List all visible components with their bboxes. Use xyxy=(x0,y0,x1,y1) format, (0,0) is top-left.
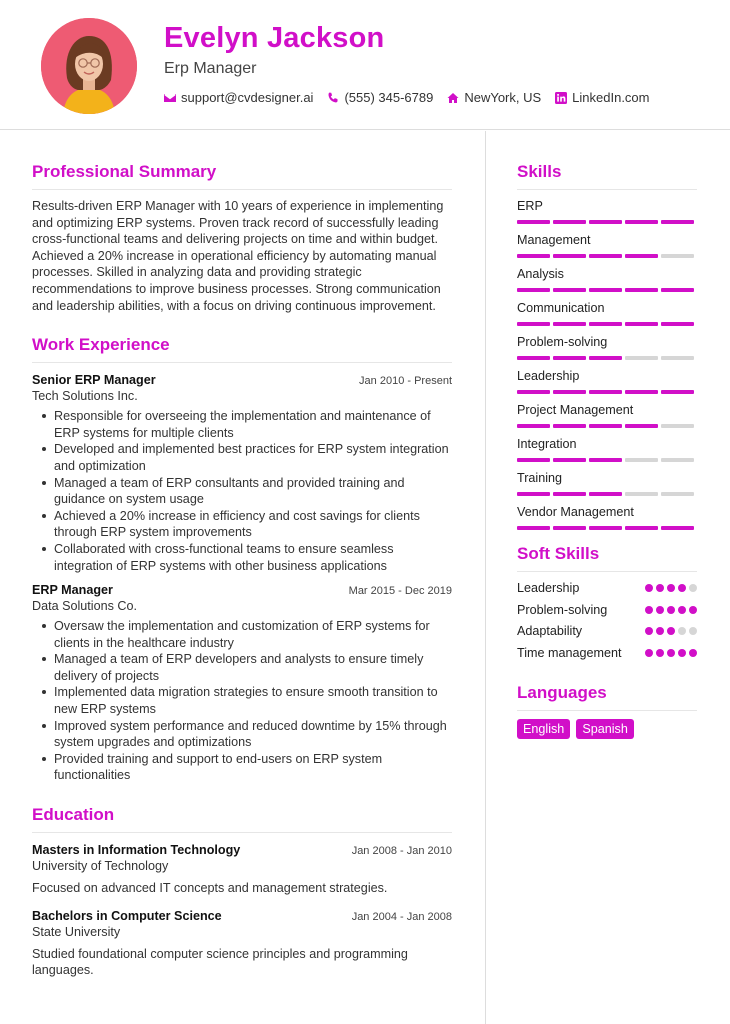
rating-dot xyxy=(678,606,686,614)
soft-skill-rating xyxy=(645,606,697,614)
skill-name: Communication xyxy=(517,301,605,315)
summary-section xyxy=(32,162,452,314)
rating-dot xyxy=(645,584,653,592)
skill-level-bar xyxy=(517,254,697,258)
rating-dot xyxy=(678,584,686,592)
degree-title: Bachelors in Computer Science xyxy=(32,908,222,923)
linkedin-icon xyxy=(555,92,567,104)
skill-name: Analysis xyxy=(517,267,564,281)
profile-photo xyxy=(41,18,137,114)
list-item: Implemented data migration strategies to ensure smooth transition to new ERP systems xyxy=(40,684,452,717)
skill-name: Integration xyxy=(517,437,577,451)
candidate-role: Erp Manager xyxy=(164,60,257,77)
skill-level-bar xyxy=(517,492,697,496)
contact-location-text: NewYork, US xyxy=(464,90,542,105)
skill-item xyxy=(517,436,697,462)
education-title: Education xyxy=(32,805,452,833)
language-list xyxy=(517,719,697,739)
skill-level-segment xyxy=(625,492,658,496)
skill-level-segment xyxy=(589,356,622,360)
skill-level-segment xyxy=(553,526,586,530)
soft-skill-name: Leadership xyxy=(517,581,580,595)
skill-level-segment xyxy=(589,254,622,258)
column-divider xyxy=(485,131,486,1024)
skill-level-segment xyxy=(517,390,550,394)
job-title: ERP Manager xyxy=(32,583,113,598)
skill-level-segment xyxy=(553,288,586,292)
list-item: Managed a team of ERP consultants and provided training and guidance on system usage xyxy=(40,475,452,508)
contact-linkedin-text: LinkedIn.com xyxy=(572,90,650,105)
skill-level-segment xyxy=(589,220,622,224)
skill-level-segment xyxy=(661,492,694,496)
skill-item xyxy=(517,402,697,428)
skill-level-segment xyxy=(625,424,658,428)
education-date: Jan 2004 - Jan 2008 xyxy=(351,910,452,923)
language-badge: Spanish xyxy=(576,719,634,739)
contact-email[interactable] xyxy=(164,90,313,105)
skill-level-segment xyxy=(553,424,586,428)
soft-skill-item xyxy=(517,580,697,597)
skill-name: Training xyxy=(517,471,563,485)
home-icon xyxy=(447,92,459,104)
job-company: Data Solutions Co. xyxy=(32,599,138,614)
skill-level-segment xyxy=(517,356,550,360)
skill-level-segment xyxy=(517,322,550,326)
skill-item xyxy=(517,368,697,394)
skill-level-segment xyxy=(625,322,658,326)
list-item: Improved system performance and reduced downtime by 15% through system upgrades and optimizations xyxy=(40,718,452,751)
rating-dot xyxy=(689,606,697,614)
skill-level-bar xyxy=(517,458,697,462)
skill-level-segment xyxy=(517,424,550,428)
skill-level-segment xyxy=(553,492,586,496)
resume-header xyxy=(0,0,730,130)
contact-email-text: support@cvdesigner.ai xyxy=(181,90,314,105)
skill-item xyxy=(517,266,697,292)
skill-level-segment xyxy=(661,526,694,530)
education-description: Studied foundational computer science principles and programming languages. xyxy=(32,946,408,978)
rating-dot xyxy=(667,649,675,657)
job-entry xyxy=(32,583,452,784)
skill-level-segment xyxy=(589,526,622,530)
skill-level-segment xyxy=(661,356,694,360)
list-item: Collaborated with cross-functional teams to ensure seamless integration of ERP systems with other business applications xyxy=(40,541,452,574)
list-item: Responsible for overseeing the implementation and maintenance of ERP systems for multiple clients xyxy=(40,408,452,441)
job-date: Jan 2010 - Present xyxy=(359,375,452,388)
skill-level-segment xyxy=(661,220,694,224)
rating-dot xyxy=(656,584,664,592)
skill-name: Vendor Management xyxy=(517,505,634,519)
skill-level-segment xyxy=(517,220,550,224)
skill-item xyxy=(517,334,697,360)
skills-section xyxy=(517,162,697,530)
skill-level-segment xyxy=(661,390,694,394)
job-title: Senior ERP Manager xyxy=(32,373,156,388)
soft-skill-item xyxy=(517,602,697,619)
skill-item xyxy=(517,504,697,530)
skill-level-segment xyxy=(589,322,622,326)
job-bullets xyxy=(32,408,452,574)
experience-title: Work Experience xyxy=(32,335,452,363)
skill-level-segment xyxy=(589,390,622,394)
experience-section xyxy=(32,335,452,784)
job-company: Tech Solutions Inc. xyxy=(32,389,138,404)
soft-skill-rating xyxy=(645,584,697,592)
education-description: Focused on advanced IT concepts and management strategies. xyxy=(32,881,388,896)
rating-dot xyxy=(645,627,653,635)
skill-level-segment xyxy=(517,254,550,258)
education-entry xyxy=(32,909,452,979)
skill-level-segment xyxy=(661,322,694,326)
skill-item xyxy=(517,232,697,258)
envelope-icon xyxy=(164,92,176,104)
skill-name: Project Management xyxy=(517,403,634,417)
list-item: Managed a team of ERP developers and analysts to ensure timely delivery of projects xyxy=(40,651,452,684)
soft-skills-title: Soft Skills xyxy=(517,544,697,572)
soft-skill-name: Adaptability xyxy=(517,624,583,639)
skill-level-segment xyxy=(661,458,694,462)
summary-text: Results-driven ERP Manager with 10 years of experience in implementing and optimizing ERP systems. Proven track record of successfully leading cross-functional teams and delivering projects on time and within budget. Achieved a 20% increase in operational efficiency by automating manual processes. Skilled in analyzing data and providing strategic recommendations to improve business processes. Strong communication and leadership abilities, with a focus on driving continuous improvement. xyxy=(32,199,444,313)
skill-name: Leadership xyxy=(517,369,580,383)
list-item: Achieved a 20% increase in efficiency and cost savings for clients through ERP system improvements xyxy=(40,508,452,541)
skill-level-segment xyxy=(517,288,550,292)
soft-skill-name: Problem-solving xyxy=(517,602,608,617)
degree-title: Masters in Information Technology xyxy=(32,843,241,858)
skill-level-segment xyxy=(553,390,586,394)
soft-skill-rating xyxy=(645,649,697,657)
contact-linkedin[interactable] xyxy=(555,90,649,105)
candidate-name: Evelyn Jackson xyxy=(164,22,385,54)
skill-level-segment xyxy=(625,356,658,360)
skill-level-segment xyxy=(625,390,658,394)
job-bullets xyxy=(32,618,452,784)
list-item: Developed and implemented best practices for ERP system integration and optimization xyxy=(40,441,452,474)
education-date: Jan 2008 - Jan 2010 xyxy=(351,845,452,858)
skill-level-bar xyxy=(517,526,697,530)
rating-dot xyxy=(645,649,653,657)
list-item: Provided training and support to end-users on ERP system functionalities xyxy=(40,751,452,784)
list-item: Oversaw the implementation and customization of ERP systems for clients in the healthcare industry xyxy=(40,618,452,651)
skill-level-segment xyxy=(625,288,658,292)
school-name: University of Technology xyxy=(32,859,169,874)
rating-dot xyxy=(667,627,675,635)
skill-level-bar xyxy=(517,390,697,394)
skill-level-segment xyxy=(625,254,658,258)
skill-level-segment xyxy=(661,254,694,258)
main-column xyxy=(32,162,452,979)
rating-dot xyxy=(689,649,697,657)
skill-level-bar xyxy=(517,424,697,428)
contact-list xyxy=(164,90,664,105)
summary-title: Professional Summary xyxy=(32,162,452,190)
skill-level-segment xyxy=(661,288,694,292)
skill-level-segment xyxy=(589,424,622,428)
skills-title: Skills xyxy=(517,162,697,190)
rating-dot xyxy=(645,606,653,614)
side-column xyxy=(517,162,697,739)
soft-skills-list xyxy=(517,580,697,661)
skill-name: ERP xyxy=(517,199,543,213)
skill-level-bar xyxy=(517,322,697,326)
skill-name: Management xyxy=(517,233,591,247)
skill-level-segment xyxy=(553,458,586,462)
skill-level-bar xyxy=(517,356,697,360)
language-badge: English xyxy=(517,719,570,739)
job-entry xyxy=(32,373,452,574)
skill-level-segment xyxy=(553,356,586,360)
contact-phone[interactable] xyxy=(327,90,433,105)
skills-list xyxy=(517,198,697,530)
contact-phone-text: (555) 345-6789 xyxy=(344,90,434,105)
skill-level-segment xyxy=(517,458,550,462)
rating-dot xyxy=(667,606,675,614)
rating-dot xyxy=(689,584,697,592)
education-entry xyxy=(32,843,452,897)
skill-level-bar xyxy=(517,288,697,292)
skill-level-segment xyxy=(661,424,694,428)
rating-dot xyxy=(678,627,686,635)
skill-level-segment xyxy=(589,492,622,496)
skill-item xyxy=(517,300,697,326)
rating-dot xyxy=(656,606,664,614)
rating-dot xyxy=(667,584,675,592)
phone-icon xyxy=(327,92,339,104)
skill-level-segment xyxy=(553,322,586,326)
languages-title: Languages xyxy=(517,683,697,711)
skill-level-segment xyxy=(589,288,622,292)
contact-location xyxy=(447,90,541,105)
school-name: State University xyxy=(32,924,121,939)
skill-level-segment xyxy=(625,220,658,224)
skill-level-segment xyxy=(517,526,550,530)
skill-item xyxy=(517,198,697,224)
skill-level-segment xyxy=(625,458,658,462)
job-date: Mar 2015 - Dec 2019 xyxy=(348,585,452,598)
rating-dot xyxy=(656,627,664,635)
languages-section xyxy=(517,683,697,739)
education-section xyxy=(32,805,452,979)
skill-level-bar xyxy=(517,220,697,224)
skill-level-segment xyxy=(553,254,586,258)
rating-dot xyxy=(656,649,664,657)
skill-level-segment xyxy=(589,458,622,462)
soft-skills-section xyxy=(517,544,697,661)
skill-name: Problem-solving xyxy=(517,335,608,349)
skill-level-segment xyxy=(625,526,658,530)
skill-item xyxy=(517,470,697,496)
soft-skill-item xyxy=(517,645,697,662)
rating-dot xyxy=(678,649,686,657)
rating-dot xyxy=(689,627,697,635)
avatar-illustration xyxy=(41,18,137,114)
soft-skill-name: Time management xyxy=(517,645,622,660)
skill-level-segment xyxy=(553,220,586,224)
soft-skill-rating xyxy=(645,627,697,635)
soft-skill-item xyxy=(517,623,697,640)
skill-level-segment xyxy=(517,492,550,496)
